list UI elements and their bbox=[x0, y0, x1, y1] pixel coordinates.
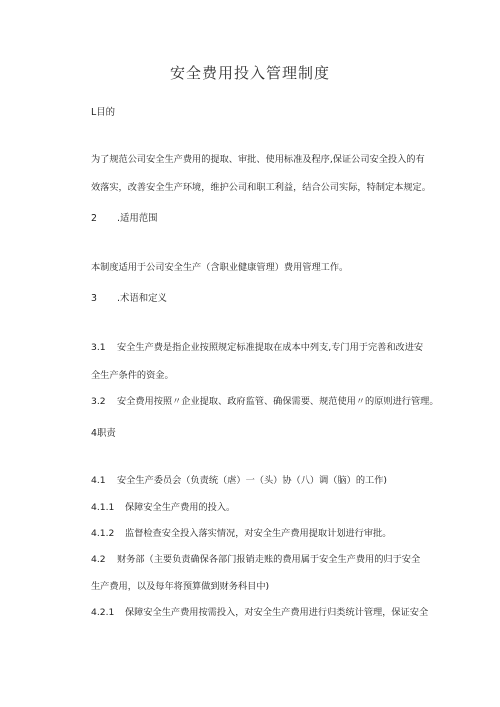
item-4-1 bbox=[91, 474, 436, 487]
document-title: 安全费用投入管理制度 bbox=[169, 64, 330, 82]
item-4-2-line2: 生产费用，以及每年将预算做到财务科目中) bbox=[91, 581, 270, 592]
section-1-heading: L目的 bbox=[91, 107, 115, 118]
section-2-body: 本制度适用于公司安全生产（含职业健康管理）费用管理工作。 bbox=[91, 262, 349, 273]
item-4-1-2 bbox=[91, 527, 436, 540]
section-3-heading-row bbox=[91, 292, 436, 305]
section-1-body-line2: 效落实，改善安全生产环境，维护公司和职工利益，结合公司实际，特制定本规定。 bbox=[91, 182, 431, 193]
item-4-1-2-number: 4.1.2 bbox=[91, 528, 115, 539]
section-2-number: 2 bbox=[91, 213, 97, 224]
item-4-1-text: 安全生产委员会（负责统（虐）一（头）协（八）调（脑）的工作) bbox=[117, 475, 388, 486]
item-4-2-1-text: 保障安全生产费用按需投入，对安全生产费用进行归类统计管理，保证安全 bbox=[125, 607, 429, 618]
item-4-1-1-text: 保障安全生产费用的投入。 bbox=[125, 502, 236, 513]
item-3-1-line1 bbox=[91, 341, 436, 354]
section-3-number: 3 bbox=[91, 293, 97, 304]
item-4-1-2-text: 监督检查安全投入落实情况，对安全生产费用提取计划进行审批。 bbox=[125, 528, 392, 539]
section-4-heading: 4职责 bbox=[91, 428, 116, 439]
item-4-2-line1 bbox=[91, 553, 436, 566]
item-3-2 bbox=[91, 395, 439, 408]
item-3-1-number: 3.1 bbox=[91, 342, 106, 353]
section-2-heading-row bbox=[91, 212, 436, 225]
item-3-1-line2: 全生产条件的资金。 bbox=[91, 370, 174, 381]
item-4-2-1 bbox=[91, 606, 436, 619]
item-4-1-1-number: 4.1.1 bbox=[91, 502, 115, 513]
item-3-1-text: 安全生产费是指企业按照规定标准提取在成本中列支,专门用于完善和改进安 bbox=[117, 342, 424, 353]
item-3-2-text: 安全费用按照〃企业提取、政府监管、确保需要、规范使用〃的原则进行管理。 bbox=[117, 396, 439, 407]
item-4-1-number: 4.1 bbox=[91, 475, 106, 486]
section-2-heading: .适用范围 bbox=[117, 213, 158, 224]
section-1-body-line1: 为了规范公司安全生产费用的提取、审批、使用标准及程序,保证公司安全投入的有 bbox=[91, 154, 425, 165]
item-3-2-number: 3.2 bbox=[91, 396, 106, 407]
item-4-2-number: 4.2 bbox=[91, 554, 106, 565]
item-4-2-text: 财务部（主要负责确保各部门报销走账的费用属于安全生产费用的归于安全 bbox=[117, 554, 421, 565]
item-4-2-1-number: 4.2.1 bbox=[91, 607, 115, 618]
section-3-heading: .术语和定义 bbox=[117, 293, 167, 304]
item-4-1-1 bbox=[91, 501, 436, 514]
